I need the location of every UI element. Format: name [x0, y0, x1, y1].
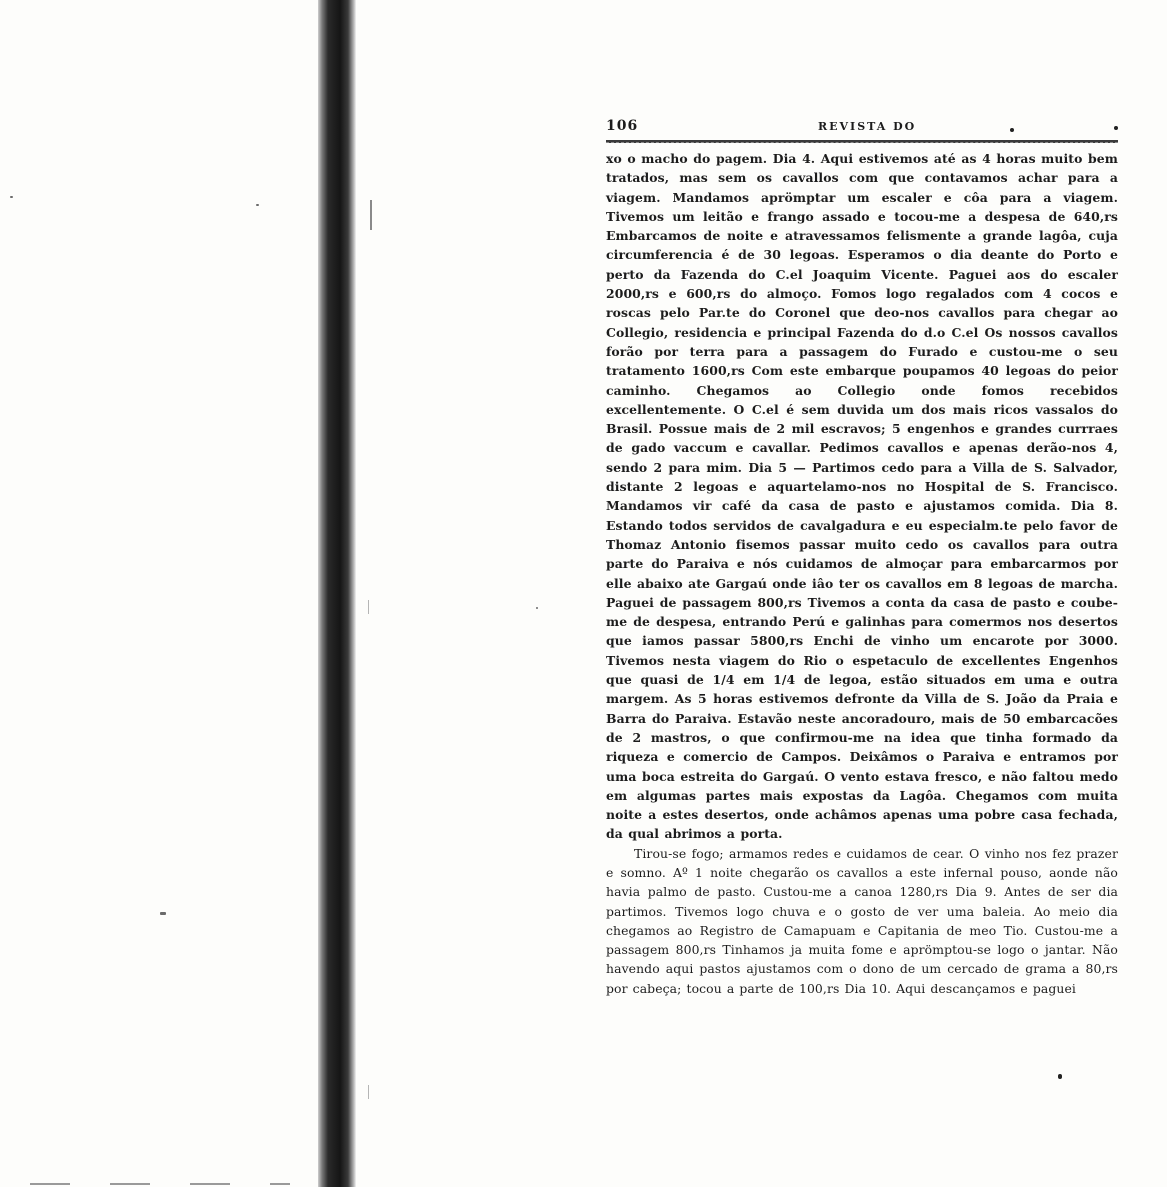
paragraph-1: xo o macho do pagem. Dia 4. Aqui estivemos até as 4 horas muito bem tratados, mas sem os cavallos com que contavamos achar para a viagem. Mandamos aprömptar um escaler e côa para a viagem. Tivemos um leitão e frango assado e tocou-me a despesa de 640,rs Embarcamos de noite e atravessamos felismente a grande lagôa, cuja circumferencia é de 30 legoas. Esperamos o dia deante do Porto e perto da Fazenda do C.el Joaquim Vicente. Paguei aos do escaler 2000,rs e 600,rs do almoço. Fomos logo regalados com 4 cocos e roscas pelo Par.te do Coronel que deo-nos cavallos para chegar ao Collegio, residencia e principal Fazenda do d.o C.el Os nossos cavallos forão por terra para a passagem do Furado e custou-me o seu tratamento 1600,rs Com este embarque poupamos 40 legoas do peior caminho. Chegamos ao Collegio onde fomos recebidos excellentemente. O C.el é sem duvida um dos mais ricos vassalos do Brasil. Possue mais de 2 mil escravos; 5 engenhos e grandes currraes de gado vaccum e cavallar. Pedimos cavallos e apenas derão-nos 4, sendo 2 para mim. Dia 5 — Partimos cedo para a Villa de S. Salvador, distante 2 legoas e aquartelamo-nos no Hospital de S. Francisco. Mandamos vir café da casa de pasto e ajustamos comida. Dia 8. Estando todos servidos de cavalgadura e eu especialm.te pelo favor de Thomaz Antonio fisemos passar muito cedo os cavallos para outra parte do Paraiva e nós cuidamos de almoçar para embarcarmos por elle abaixo ate Gargaú onde iâo ter os cavallos em 8 legoas de marcha. Paguei de passagem 800,rs Tivemos a conta da casa de pasto e coube-me de despesa, entrando Perú e galinhas para comermos nos desertos que iamos passar 5800,rs Enchi de vinho um encarote por 3000. Tivemos nesta viagem do Rio o espetaculo de excellentes Engenhos que quasi de 1/4 em 1/4 de legoa, estão situados em uma e outra margem. As 5 horas estivemos defronte da Villa de S. João da Praia e Barra do Paraiva. Estavão neste ancoradouro, mais de 50 embarcacões de 2 mastros, o que confirmou-me na idea que tinha formado da riqueza e comercio de Campos. Deixâmos o Paraiva e entramos por uma boca estreita do Gargaú. O vento estava fresco, e não faltou medo em algumas partes mais expostas da Lagôa. Chegamos com muita noite a estes desertos, onde achâmos apenas uma pobre casa fechada, da qual abrimos a porta. — [606, 151, 1118, 842]
ink-dot — [1114, 126, 1118, 130]
journal-title: REVISTA DO — [818, 120, 917, 133]
page-number: 106 — [606, 118, 639, 134]
ink-dot — [1010, 128, 1014, 132]
scan-speck — [160, 912, 166, 915]
scan-speck — [256, 204, 259, 206]
gutter-edge-mark — [370, 200, 372, 230]
bottom-scan-marks — [30, 1183, 290, 1185]
book-gutter-shadow — [318, 0, 356, 1187]
header-rule — [606, 140, 1118, 143]
scan-speck — [10, 196, 13, 198]
paragraph-2: Tirou-se fogo; armamos redes e cuidamos de cear. O vinho nos fez prazer e somno. Aº 1 noite chegarão os cavallos a este infernal pouso, aonde não havia palmo de pasto. Custou-me a canoa 1280,rs Dia 9. Antes de ser dia partimos. Tivemos logo chuva e o gosto de ver uma baleia. Ao meio dia chegamos ao Registro de Camapuam e Capitania de meo Tio. Custou-me a passagem 800,rs Tinhamos ja muita fome e aprömptou-se logo o jantar. Não havendo aqui pastos ajustamos com o dono de um cercado de grama a 80,rs por cabeça; tocou a parte de 100,rs Dia 10. Aqui descançamos e paguei — [606, 845, 1118, 996]
ink-dot — [1058, 1074, 1062, 1079]
book-page-text — [606, 118, 1118, 998]
scan-artifact-line — [368, 1085, 369, 1099]
scan-speck — [536, 607, 538, 609]
running-head — [606, 118, 1118, 138]
scan-artifact-line — [368, 600, 369, 614]
